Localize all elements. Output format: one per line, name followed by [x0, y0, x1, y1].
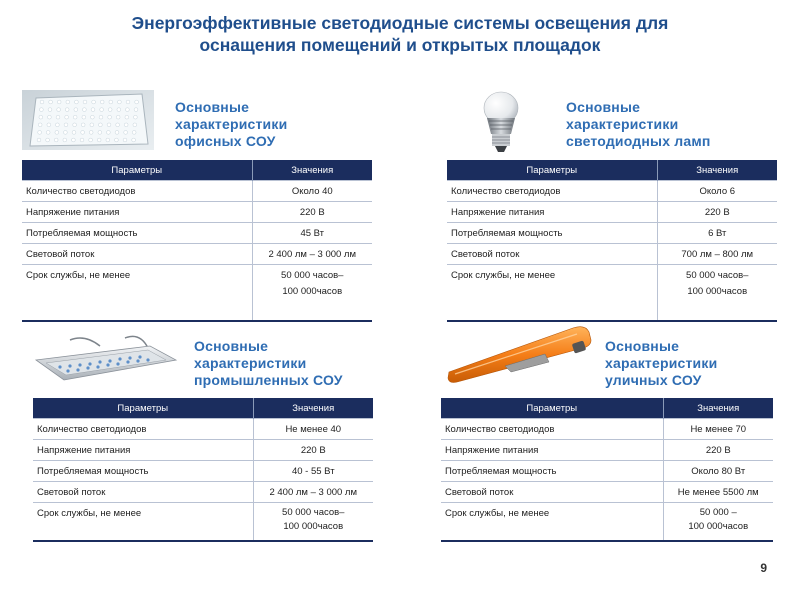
street-title-line: характеристики — [605, 355, 718, 371]
led-dot — [133, 123, 137, 127]
led-dot — [75, 100, 79, 104]
led-dot — [39, 115, 43, 119]
led-dot — [126, 100, 130, 104]
param-cell: Напряжение питания — [33, 440, 253, 461]
table-row — [441, 482, 773, 503]
value-cell: Около 6 — [657, 181, 777, 202]
led-dot — [65, 108, 69, 112]
street-title-line: уличных СОУ — [605, 372, 702, 388]
table-row — [22, 265, 372, 321]
bulb-title-line: Основные — [566, 99, 641, 115]
led-dot — [116, 123, 120, 127]
param-cell: Срок службы, не менее — [447, 265, 657, 321]
led-dot — [64, 123, 68, 127]
industrial-lamp-image — [30, 330, 180, 388]
value-line: 100 000часов — [687, 286, 748, 297]
table-row — [22, 202, 372, 223]
table-row — [22, 181, 372, 202]
led-dot — [91, 108, 95, 112]
value-cell: 6 Вт — [657, 223, 777, 244]
led-dot — [72, 138, 76, 142]
table-row — [441, 440, 773, 461]
led-dot — [56, 115, 60, 119]
led-dot — [47, 123, 51, 127]
led-bulb-image — [478, 90, 524, 154]
table-row — [33, 440, 373, 461]
office-spec-table — [22, 160, 372, 322]
led-dot — [73, 115, 77, 119]
value-cell: 220 В — [252, 202, 372, 223]
led-dot — [118, 100, 122, 104]
led-dot — [109, 100, 113, 104]
table-header-params: Параметры — [22, 160, 252, 181]
table-row — [33, 419, 373, 440]
led-dot — [73, 123, 77, 127]
value-cell: Не менее 70 — [663, 419, 773, 440]
table-header-values: Значения — [663, 398, 773, 419]
led-dot — [57, 108, 61, 112]
led-dot — [100, 100, 104, 104]
param-cell: Потребляемая мощность — [441, 461, 663, 482]
value-cell — [252, 265, 372, 321]
table-row — [33, 503, 373, 542]
value-cell: Не менее 5500 лм — [663, 482, 773, 503]
table-header-params: Параметры — [33, 398, 253, 419]
led-dot — [54, 138, 58, 142]
bulb-title-line: характеристики — [566, 116, 679, 132]
table-row — [22, 244, 372, 265]
led-dot — [72, 131, 76, 135]
table-header-params: Параметры — [441, 398, 663, 419]
led-dot — [82, 115, 86, 119]
table-row — [447, 244, 777, 265]
led-dot — [81, 131, 85, 135]
led-dot — [115, 131, 119, 135]
table-row — [447, 202, 777, 223]
table-header-values: Значения — [657, 160, 777, 181]
led-dot — [63, 138, 67, 142]
led-dot — [49, 100, 53, 104]
value-cell: 220 В — [657, 202, 777, 223]
street-lamp-image — [445, 322, 595, 384]
street-spec-table — [441, 398, 773, 542]
led-dot — [124, 123, 128, 127]
led-dot — [97, 138, 101, 142]
param-cell: Потребляемая мощность — [33, 461, 253, 482]
led-dot — [99, 123, 103, 127]
industrial-spec-table — [33, 398, 373, 542]
led-dot — [48, 108, 52, 112]
table-header-values: Значения — [252, 160, 372, 181]
value-cell: Около 40 — [252, 181, 372, 202]
value-line: 100 000часов — [283, 521, 344, 532]
value-cell: 2 400 лм – 3 000 лм — [253, 482, 373, 503]
led-dot — [125, 115, 129, 119]
table-row — [441, 503, 773, 542]
led-dot — [56, 123, 60, 127]
led-dot — [116, 115, 120, 119]
led-dot — [55, 131, 59, 135]
value-cell: Не менее 40 — [253, 419, 373, 440]
led-dot — [115, 138, 119, 142]
table-row — [441, 461, 773, 482]
value-cell — [253, 503, 373, 542]
led-dot — [134, 115, 138, 119]
table-row — [441, 419, 773, 440]
industrial-title-line: промышленных СОУ — [194, 372, 343, 388]
param-cell: Световой поток — [447, 244, 657, 265]
param-cell: Срок службы, не менее — [22, 265, 252, 321]
param-cell: Срок службы, не менее — [33, 503, 253, 542]
value-cell: Около 80 Вт — [663, 461, 773, 482]
led-dot — [64, 131, 68, 135]
table-row — [447, 181, 777, 202]
table-row — [33, 461, 373, 482]
table-row — [447, 223, 777, 244]
slide-title-line-2: оснащения помещений и открытых площадок — [199, 35, 601, 55]
slide-title-line-1: Энергоэффективные светодиодные системы освещения для — [131, 13, 669, 33]
office-title-line: офисных СОУ — [175, 133, 276, 149]
table-row — [447, 265, 777, 321]
param-cell: Количество светодиодов — [447, 181, 657, 202]
led-dot — [107, 131, 111, 135]
value-line: 100 000часов — [688, 521, 749, 532]
led-dot — [92, 100, 96, 104]
value-cell: 2 400 лм – 3 000 лм — [252, 244, 372, 265]
value-line: 50 000 часов– — [281, 270, 344, 281]
value-line: 50 000 – — [699, 507, 737, 518]
led-dot — [124, 131, 128, 135]
value-cell: 220 В — [253, 440, 373, 461]
led-dot — [83, 100, 87, 104]
value-line: 50 000 часов– — [686, 270, 749, 281]
param-cell: Световой поток — [33, 482, 253, 503]
led-dot — [126, 108, 130, 112]
value-cell — [657, 265, 777, 321]
led-dot — [40, 100, 44, 104]
table-row — [33, 482, 373, 503]
industrial-title-line: характеристики — [194, 355, 307, 371]
led-dot — [123, 138, 127, 142]
led-dot — [46, 131, 50, 135]
param-cell: Потребляемая мощность — [22, 223, 252, 244]
led-dot — [38, 123, 42, 127]
table-row — [22, 223, 372, 244]
led-dot — [65, 115, 69, 119]
led-dot — [108, 108, 112, 112]
led-dot — [106, 138, 110, 142]
value-cell: 45 Вт — [252, 223, 372, 244]
table-header-params: Параметры — [447, 160, 657, 181]
slide-title — [60, 12, 740, 56]
led-dot — [80, 138, 84, 142]
led-dot — [48, 115, 52, 119]
office-title-line: Основные — [175, 99, 250, 115]
led-dot — [135, 100, 139, 104]
param-cell: Напряжение питания — [441, 440, 663, 461]
param-cell: Срок службы, не менее — [441, 503, 663, 542]
led-dot — [91, 115, 95, 119]
led-dot — [134, 108, 138, 112]
value-cell: 220 В — [663, 440, 773, 461]
led-dot — [132, 138, 136, 142]
bulb-title-line: светодиодных ламп — [566, 133, 711, 149]
led-dot — [81, 123, 85, 127]
led-dot — [38, 131, 42, 135]
param-cell: Потребляемая мощность — [447, 223, 657, 244]
led-dot — [66, 100, 70, 104]
street-section-title — [605, 338, 717, 389]
led-dot — [40, 108, 44, 112]
value-line: 100 000часов — [282, 286, 343, 297]
street-title-line: Основные — [605, 338, 680, 354]
led-dot — [83, 108, 87, 112]
industrial-title-line: Основные — [194, 338, 269, 354]
led-dot — [98, 131, 102, 135]
table-header-values: Значения — [253, 398, 373, 419]
value-cell: 700 лм – 800 лм — [657, 244, 777, 265]
param-cell: Световой поток — [441, 482, 663, 503]
value-cell — [663, 503, 773, 542]
industrial-section-title — [194, 338, 343, 389]
value-cell: 40 - 55 Вт — [253, 461, 373, 482]
office-title-line: характеристики — [175, 116, 288, 132]
led-dot — [90, 123, 94, 127]
led-dot — [89, 131, 93, 135]
led-dot — [57, 100, 61, 104]
param-cell: Напряжение питания — [447, 202, 657, 223]
office-section-title — [175, 99, 287, 150]
led-dot — [74, 108, 78, 112]
led-dot — [100, 108, 104, 112]
led-dot — [108, 115, 112, 119]
param-cell: Количество светодиодов — [441, 419, 663, 440]
office-panel-image — [22, 90, 154, 150]
value-line: 50 000 часов– — [282, 507, 345, 518]
bulb-spec-table — [447, 160, 777, 322]
led-dot — [46, 138, 50, 142]
led-dot — [107, 123, 111, 127]
led-dot — [89, 138, 93, 142]
led-dot — [117, 108, 121, 112]
param-cell: Напряжение питания — [22, 202, 252, 223]
led-dot — [37, 138, 41, 142]
page-number: 9 — [760, 561, 767, 575]
bulb-section-title — [566, 99, 711, 150]
param-cell: Количество светодиодов — [33, 419, 253, 440]
param-cell: Количество светодиодов — [22, 181, 252, 202]
param-cell: Световой поток — [22, 244, 252, 265]
led-dot — [99, 115, 103, 119]
led-dot — [132, 131, 136, 135]
